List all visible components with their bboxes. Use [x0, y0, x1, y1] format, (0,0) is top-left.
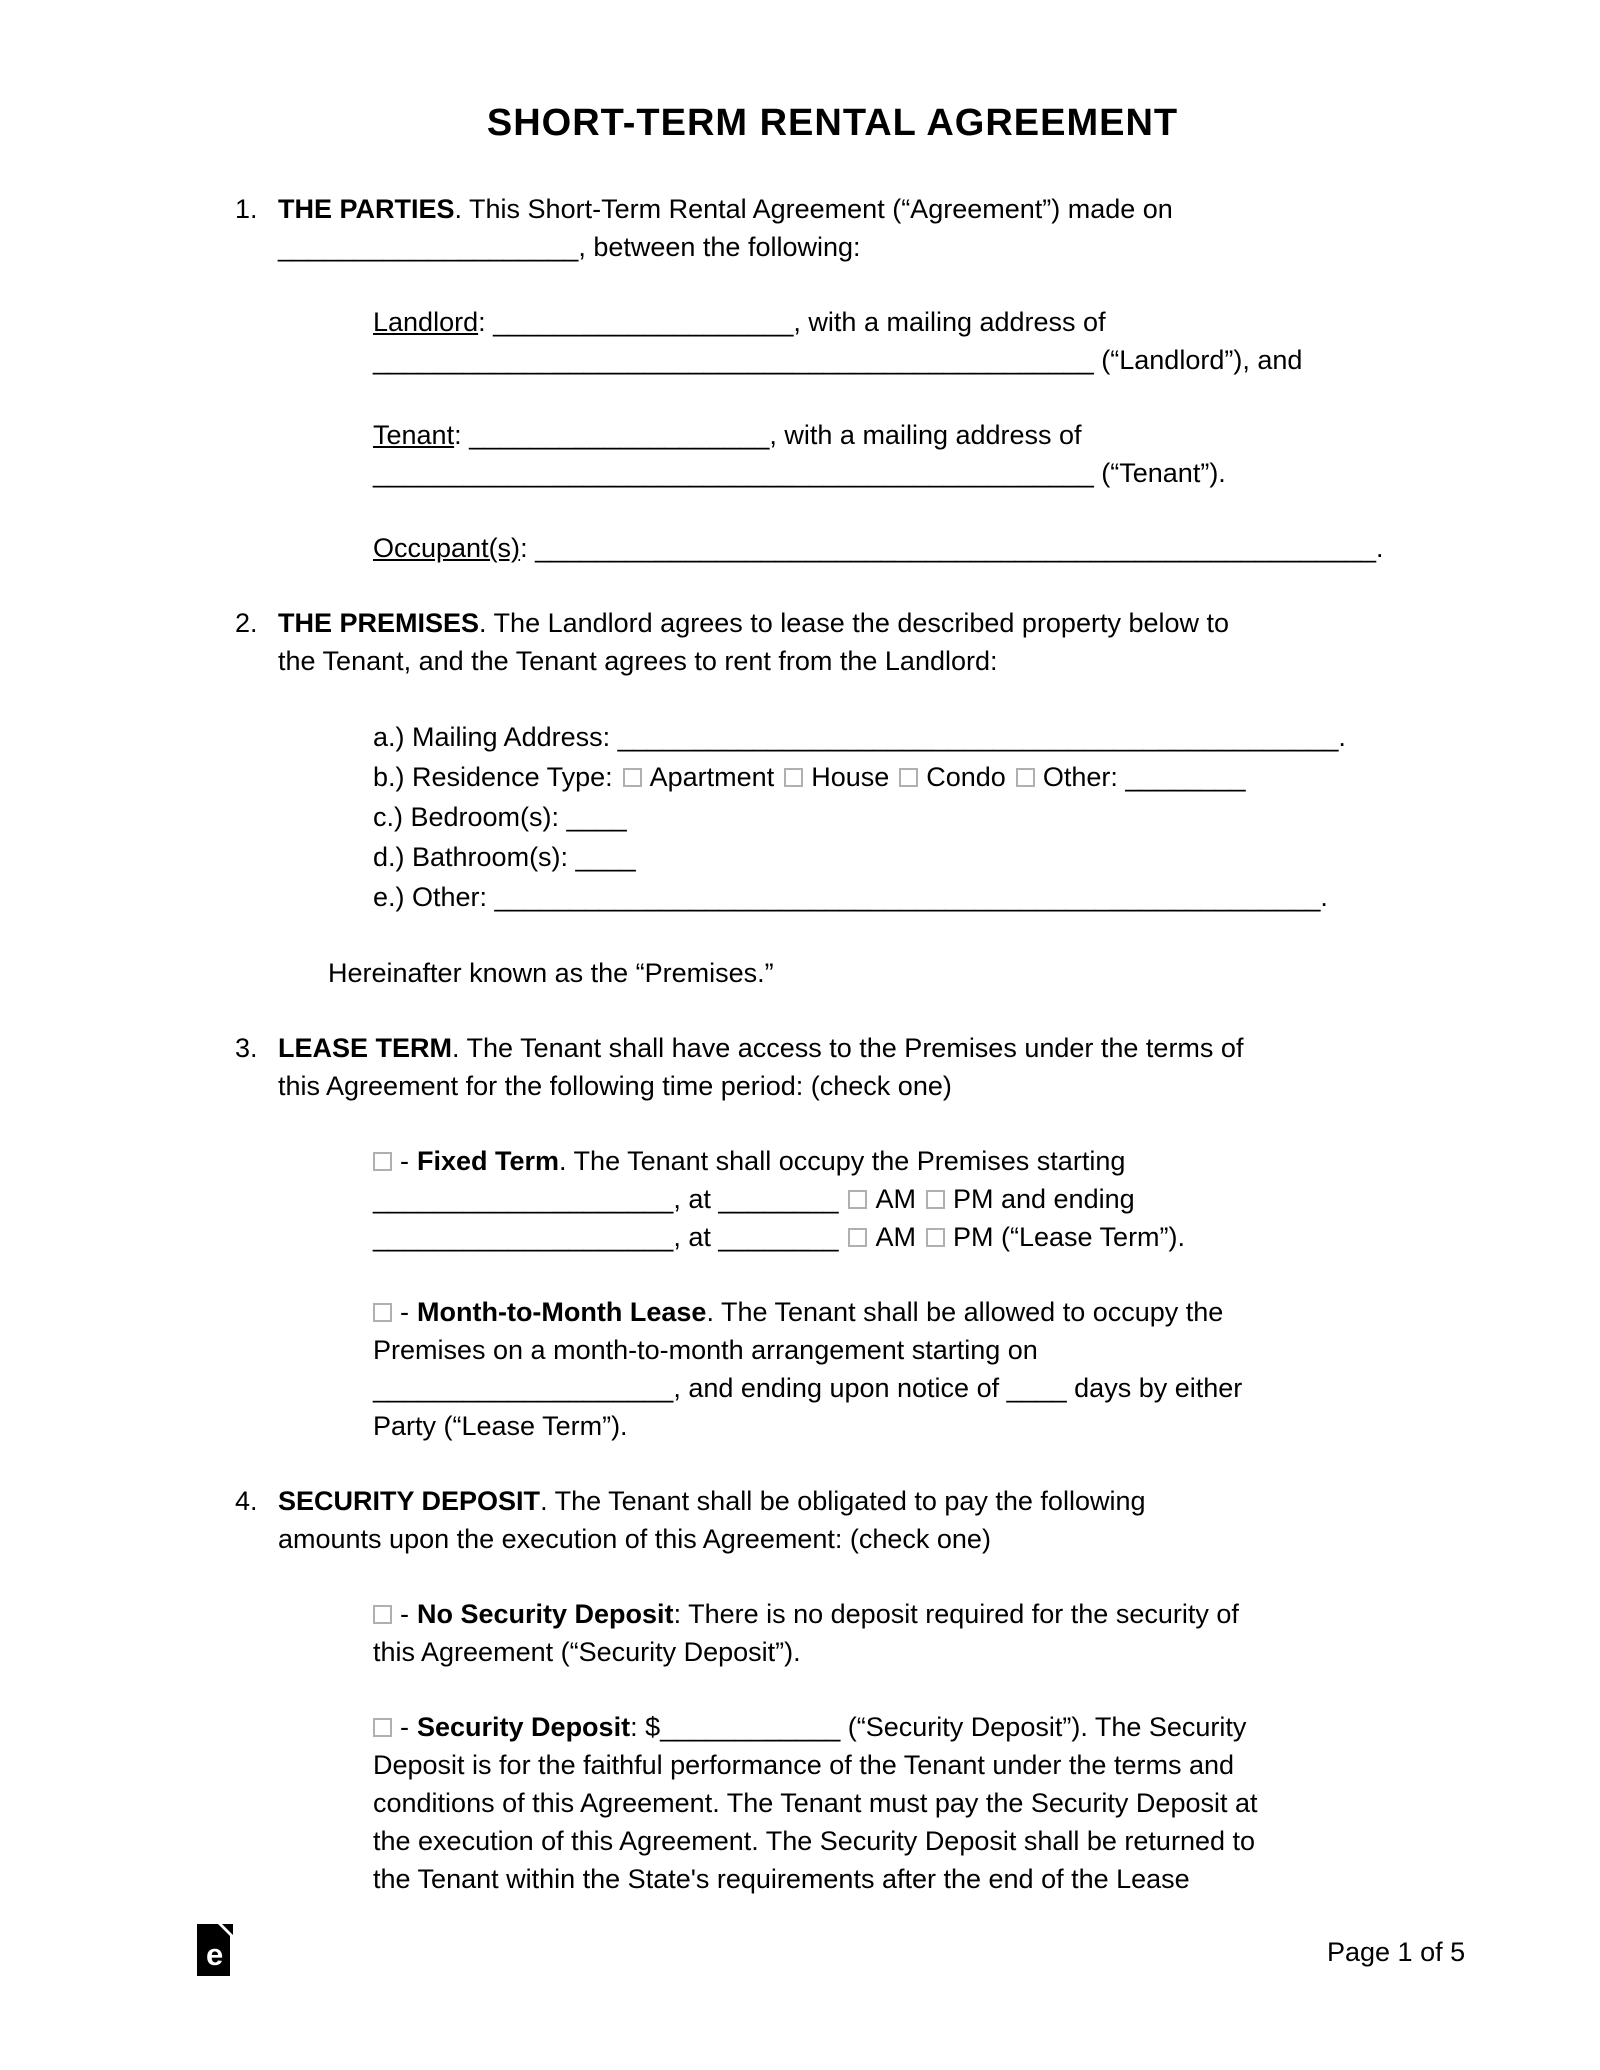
residence-type-item: [373, 757, 1430, 797]
section-number: 4.: [235, 1486, 258, 1516]
no-security-deposit-option: [373, 1595, 1430, 1671]
residence-option-other: Other: ________: [1042, 762, 1246, 792]
section-number: 3.: [235, 1033, 258, 1063]
start-date-time-blank: ____________________, at ________: [373, 1184, 839, 1214]
checkbox-house[interactable]: [784, 768, 803, 787]
checkbox-apartment[interactable]: [623, 768, 642, 787]
checkbox-condo[interactable]: [899, 768, 918, 787]
landlord-paragraph: [373, 303, 1430, 379]
security-deposit-text: conditions of this Agreement. The Tenant must pay the Security Deposit at: [373, 1788, 1258, 1818]
no-security-deposit-text: this Agreement (“Security Deposit”).: [373, 1637, 801, 1667]
parties-intro-paragraph: [278, 190, 1430, 266]
landlord-name-blank: : ____________________, with a mailing address of: [478, 307, 1106, 337]
landlord-address-blank: ________________________________________________ (“Landlord”), and: [373, 345, 1303, 375]
checkbox-month-to-month[interactable]: [373, 1303, 392, 1322]
tenant-label: Tenant: [373, 420, 455, 450]
start-pm-label: PM and ending: [952, 1184, 1135, 1214]
end-pm-label: PM (“Lease Term”).: [952, 1222, 1186, 1252]
security-deposit-text: the Tenant within the State's requirements after the end of the Lease: [373, 1864, 1190, 1894]
checkbox-fixed-term[interactable]: [373, 1152, 392, 1171]
security-deposit-intro-paragraph: [278, 1482, 1430, 1558]
checkbox-start-am[interactable]: [848, 1190, 867, 1209]
premises-note: [328, 954, 1430, 992]
fixed-term-label: Fixed Term: [417, 1146, 560, 1176]
month-to-month-text: . The Tenant shall be allowed to occupy the: [706, 1297, 1224, 1327]
checkbox-end-am[interactable]: [848, 1228, 867, 1247]
lease-term-intro-text: . The Tenant shall have access to the Premises under the terms of: [452, 1033, 1244, 1063]
premises-intro-paragraph: [278, 604, 1430, 680]
fixed-term-option: [373, 1142, 1430, 1256]
section-2-the-premises: [235, 604, 1430, 1029]
document-title: SHORT-TERM RENTAL AGREEMENT: [486, 102, 1179, 144]
occupants-label: Occupant(s): [373, 533, 521, 563]
security-deposit-text: the execution of this Agreement. The Security Deposit shall be returned to: [373, 1826, 1256, 1856]
checkbox-end-pm[interactable]: [926, 1228, 945, 1247]
end-date-time-blank: ____________________, at ________: [373, 1222, 839, 1252]
section-heading: SECURITY DEPOSIT: [278, 1486, 541, 1516]
lease-term-intro-paragraph: [278, 1029, 1430, 1105]
lease-term-intro-text: this Agreement for the following time period: (check one): [278, 1071, 952, 1101]
no-security-deposit-label: No Security Deposit: [417, 1599, 674, 1629]
premises-note-text: Hereinafter known as the “Premises.”: [328, 958, 774, 988]
bedrooms-item: c.) Bedroom(s): ____: [373, 802, 627, 832]
start-am-label: AM: [875, 1184, 916, 1214]
month-to-month-option: [373, 1293, 1430, 1445]
security-deposit-intro-text: . The Tenant shall be obligated to pay the following: [540, 1486, 1146, 1516]
month-to-month-label: Month-to-Month Lease: [417, 1297, 707, 1327]
eforms-logo-icon: [197, 1924, 233, 1976]
tenant-paragraph: [373, 416, 1430, 492]
option-dash: -: [400, 1146, 409, 1176]
section-heading: LEASE TERM: [278, 1033, 453, 1063]
tenant-name-blank: : ____________________, with a mailing address of: [454, 420, 1082, 450]
section-4-security-deposit: [235, 1482, 1430, 1935]
mailing-address-item: a.) Mailing Address: ________________________________________________.: [373, 722, 1346, 752]
premises-intro-text: . The Landlord agrees to lease the described property below to: [479, 608, 1230, 638]
premises-detail-list: [373, 717, 1430, 917]
section-3-lease-term: [235, 1029, 1430, 1482]
section-heading: THE PARTIES: [278, 194, 455, 224]
checkbox-no-security-deposit[interactable]: [373, 1605, 392, 1624]
security-deposit-intro-text: amounts upon the execution of this Agreement: (check one): [278, 1524, 991, 1554]
residence-option-house: House: [811, 762, 890, 792]
residence-type-label: b.) Residence Type:: [373, 762, 613, 792]
page-number: Page 1 of 5: [1327, 1937, 1466, 1967]
checkbox-security-deposit[interactable]: [373, 1718, 392, 1737]
residence-option-condo: Condo: [926, 762, 1006, 792]
option-dash: -: [400, 1712, 409, 1742]
option-dash: -: [400, 1297, 409, 1327]
security-deposit-text: Deposit is for the faithful performance of the Tenant under the terms and: [373, 1750, 1234, 1780]
tenant-address-blank: ________________________________________________ (“Tenant”).: [373, 458, 1226, 488]
section-number: 2.: [235, 608, 258, 638]
residence-option-apartment: Apartment: [649, 762, 775, 792]
option-dash: -: [400, 1599, 409, 1629]
month-start-notice-blank: ____________________, and ending upon notice of ____ days by either: [373, 1373, 1243, 1403]
end-am-label: AM: [875, 1222, 916, 1252]
premises-intro-text: the Tenant, and the Tenant agrees to rent from the Landlord:: [278, 646, 998, 676]
month-to-month-text: Premises on a month-to-month arrangement starting on: [373, 1335, 1038, 1365]
landlord-label: Landlord: [373, 307, 479, 337]
month-to-month-text: Party (“Lease Term”).: [373, 1411, 628, 1441]
checkbox-other[interactable]: [1016, 768, 1035, 787]
occupants-paragraph: [373, 529, 1430, 567]
other-item: e.) Other: _______________________________________________________.: [373, 882, 1328, 912]
logo-letter: e: [206, 1937, 224, 1972]
no-security-deposit-text: : There is no deposit required for the security of: [673, 1599, 1239, 1629]
fixed-term-text: . The Tenant shall occupy the Premises starting: [559, 1146, 1126, 1176]
occupants-blank: : ________________________________________________________.: [520, 533, 1384, 563]
section-number: 1.: [235, 194, 258, 224]
security-deposit-label: Security Deposit: [417, 1712, 631, 1742]
agreement-date-blank: ____________________, between the following:: [278, 232, 861, 262]
security-deposit-amount-blank: : $____________ (“Security Deposit”). The Security: [630, 1712, 1247, 1742]
checkbox-start-pm[interactable]: [926, 1190, 945, 1209]
parties-intro-text: . This Short-Term Rental Agreement (“Agreement”) made on: [454, 194, 1173, 224]
section-1-the-parties: [235, 190, 1430, 604]
security-deposit-option: [373, 1708, 1430, 1898]
section-heading: THE PREMISES: [278, 608, 480, 638]
bathrooms-item: d.) Bathroom(s): ____: [373, 842, 636, 872]
